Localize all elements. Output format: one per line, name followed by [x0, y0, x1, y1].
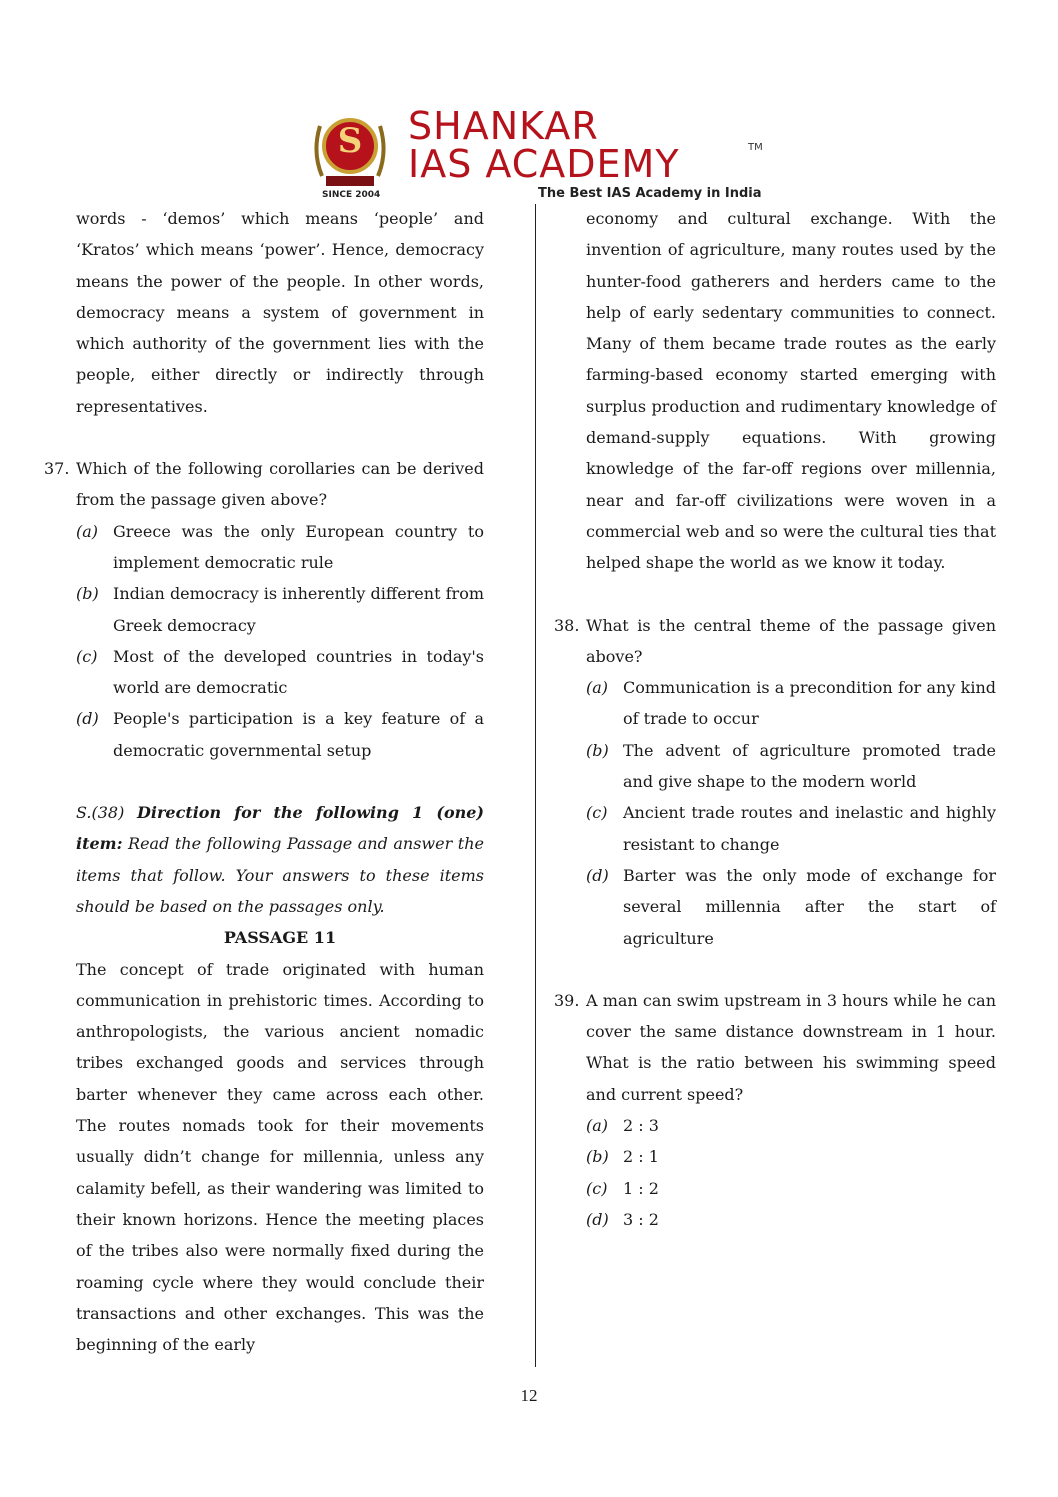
- option-label: (a): [586, 1116, 609, 1136]
- question-number: 37.: [44, 459, 70, 479]
- direction-rest: Read the following Passage and answer the items that follow. Your answers to these items should be based on the passages only.: [76, 834, 484, 916]
- option-text: Indian democracy is inherently different from Greek democracy: [113, 584, 484, 635]
- right-column: [554, 203, 996, 1235]
- option-label: (d): [586, 1209, 609, 1229]
- since-label: SINCE 2004: [322, 190, 381, 200]
- passage-text: The concept of trade originated with human communication in prehistoric times. According to anthropologists, the various ancient nomadic tribes exchanged goods and services through barter whenever they came across each other. The routes nomads took for their movements usually didn’t change for millennia, unless any calamity befell, as their wandering was limited to their known horizons. Hence the meeting places of the tribes also were normally fixed during the roaming cycle where they would conclude their transactions and other exchanges. This was the beginning of the early: [76, 959, 484, 1355]
- option-text: Greece was the only European country to implement democratic rule: [113, 521, 484, 572]
- page-number: 12: [520, 1386, 538, 1405]
- option-text: 3 : 2: [623, 1209, 659, 1229]
- left-column: [44, 203, 484, 1360]
- option-b: [554, 1141, 996, 1172]
- option-label: (c): [586, 803, 608, 823]
- emblem-letter: S: [337, 121, 363, 161]
- option-text: Barter was the only mode of exchange for several millennia after the start of agriculture: [623, 865, 996, 948]
- option-label: (b): [586, 1147, 609, 1167]
- option-label: (c): [586, 1178, 608, 1198]
- option-text: 2 : 1: [623, 1147, 659, 1167]
- option-a: [554, 1110, 996, 1141]
- option-text: Communication is a precondition for any kind of trade to occur: [623, 678, 996, 729]
- option-text: Ancient trade routes and inelastic and highly resistant to change: [623, 803, 996, 854]
- question-38: [554, 610, 996, 954]
- question-text: What is the central theme of the passage given above?: [586, 615, 996, 666]
- question-number: 38.: [554, 615, 580, 635]
- option-b: [44, 578, 484, 641]
- trademark-mark: TM: [748, 142, 763, 153]
- column-divider: [535, 204, 536, 1367]
- option-b: [554, 735, 996, 798]
- option-c: [554, 1173, 996, 1204]
- option-d: [554, 1204, 996, 1235]
- question-number: 39.: [554, 990, 580, 1010]
- option-label: (c): [76, 646, 98, 666]
- question-text: Which of the following corollaries can be derived from the passage given above?: [76, 459, 484, 510]
- option-a: [44, 516, 484, 579]
- option-c: [44, 641, 484, 704]
- direction-bold: Direction for the following 1 (one) item:: [76, 803, 484, 854]
- academy-logo-header: [300, 100, 770, 200]
- direction-prefix: S.(38): [76, 803, 125, 823]
- passage-continued: economy and cultural exchange. With the invention of agriculture, many routes used by the hunter-food gatherers and herders came to the help of early sedentary communities to connect. Many of them became trade routes as the early farming-based economy started emerging with surplus production and rudimentary knowledge of demand-supply equations. With growing knowledge of the far-off regions over millennia, near and far-off civilizations were woven in a commercial web and so were the cultural ties that helped shape the world as we know it today.: [586, 209, 996, 573]
- passage-title: PASSAGE 11: [223, 928, 337, 948]
- option-text: People's participation is a key feature of a democratic governmental setup: [113, 709, 484, 760]
- brand-tagline: The Best IAS Academy in India: [538, 186, 762, 201]
- brand-name-line1: SHANKAR: [408, 104, 599, 148]
- brand-name-line2: IAS ACADEMY: [408, 142, 680, 186]
- option-label: (b): [76, 584, 99, 604]
- option-c: [554, 797, 996, 860]
- question-37: [44, 453, 484, 766]
- option-d: [44, 703, 484, 766]
- option-a: [554, 672, 996, 735]
- option-text: 1 : 2: [623, 1178, 659, 1198]
- option-text: 2 : 3: [623, 1116, 659, 1136]
- option-label: (d): [586, 865, 609, 885]
- option-label: (a): [586, 678, 609, 698]
- option-text: The advent of agriculture promoted trade and give shape to the modern world: [623, 740, 996, 792]
- option-label: (b): [586, 740, 609, 760]
- democracy-paragraph: words - ‘demos’ which means ‘people’ and ‘Kratos’ which means ‘power’. Hence, democracy means the power of the people. In other words, democracy means a system of government in which authority of the government lies with the people, either directly or indirectly through representatives.: [76, 209, 484, 416]
- question-39: [554, 985, 996, 1235]
- option-label: (d): [76, 709, 99, 729]
- option-text: Most of the developed countries in today's world are democratic: [113, 646, 484, 698]
- option-d: [554, 860, 996, 954]
- option-label: (a): [76, 521, 99, 541]
- question-text: A man can swim upstream in 3 hours while he can cover the same distance downstream in 1 hour. What is the ratio between his swimming speed and current speed?: [586, 990, 996, 1104]
- direction-text: [44, 797, 484, 922]
